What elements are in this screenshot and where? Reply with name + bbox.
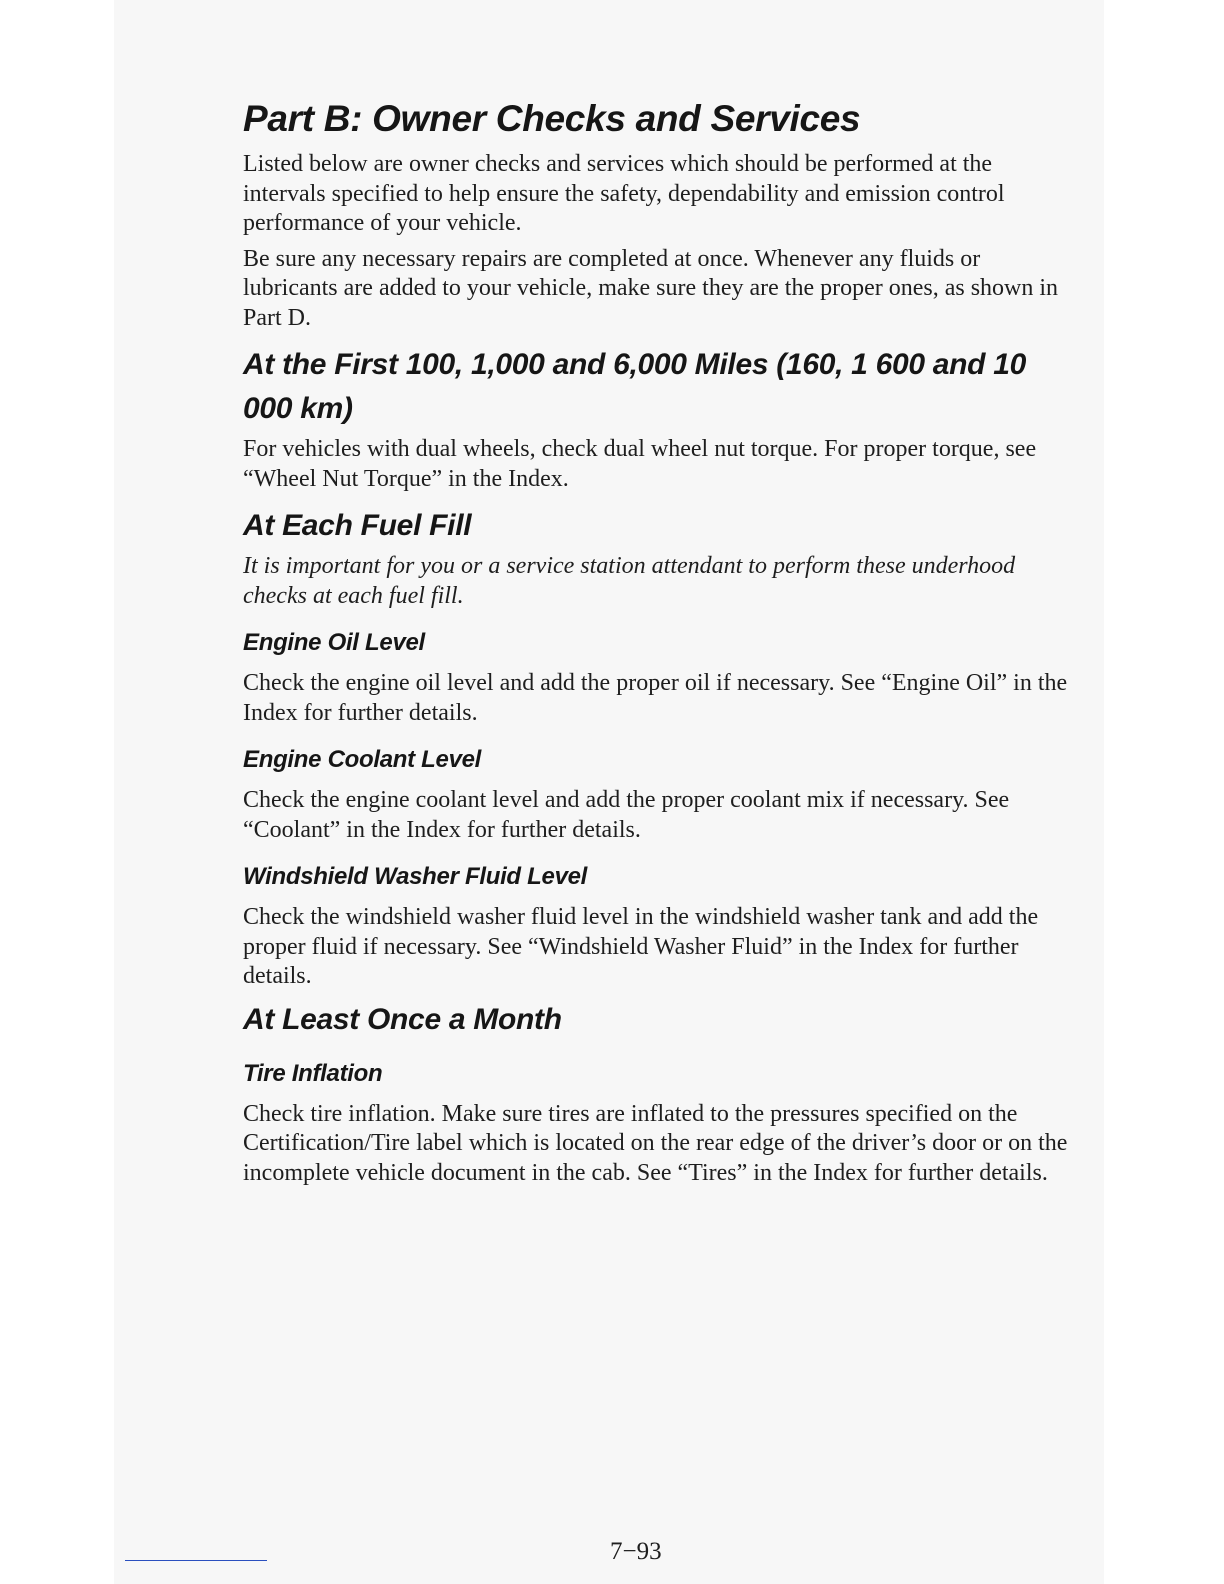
first-miles-heading: At the First 100, 1,000 and 6,000 Miles (160, 1 600 and 10 000 km) — [243, 348, 1027, 425]
page-number: 7−93 — [610, 1538, 662, 1565]
fuel-fill-heading: At Each Fuel Fill — [243, 509, 472, 542]
intro-paragraph-1: Listed below are owner checks and services which should be performed at the intervals specified to help ensure the safety, dependability and emission control performance of your vehicle. — [243, 151, 1005, 236]
engine-oil-heading: Engine Oil Level — [243, 629, 425, 656]
fuel-fill-note: It is important for you or a service station attendant to perform these underhood checks at each fuel fill. — [243, 553, 1016, 609]
monthly-heading: At Least Once a Month — [243, 1002, 562, 1036]
first-miles-text: For vehicles with dual wheels, check dual wheel nut torque. For proper torque, see “Wheel Nut Torque” in the Index. — [243, 436, 1037, 492]
washer-text: Check the windshield washer fluid level in the windshield washer tank and add the proper fluid if necessary. See “Windshield Washer Fluid” in the Index for further details. — [243, 904, 1039, 989]
tire-heading: Tire Inflation — [243, 1059, 383, 1087]
coolant-heading: Engine Coolant Level — [243, 746, 482, 773]
page-title: Part B: Owner Checks and Services — [243, 98, 861, 139]
intro-paragraph-2: Be sure any necessary repairs are completed at once. Whenever any fluids or lubricants are added to your vehicle, make sure they are the proper ones, as shown in Part D. — [243, 245, 1059, 331]
tire-text: Check tire inflation. Make sure tires are inflated to the pressures specified on the Certification/Tire label which is located on the rear edge of the driver’s door or on the incomplete vehicle document in the cab. See “Tires” in the Index for further details. — [243, 1100, 1068, 1186]
engine-oil-text: Check the engine oil level and add the proper oil if necessary. See “Engine Oil” in the Index for further details. — [243, 670, 1068, 726]
footer-rule — [125, 1560, 267, 1561]
document-content — [243, 96, 1083, 1194]
coolant-text: Check the engine coolant level and add the proper coolant mix if necessary. See “Coolant” in the Index for further details. — [243, 787, 1010, 843]
washer-heading: Windshield Washer Fluid Level — [243, 863, 588, 890]
